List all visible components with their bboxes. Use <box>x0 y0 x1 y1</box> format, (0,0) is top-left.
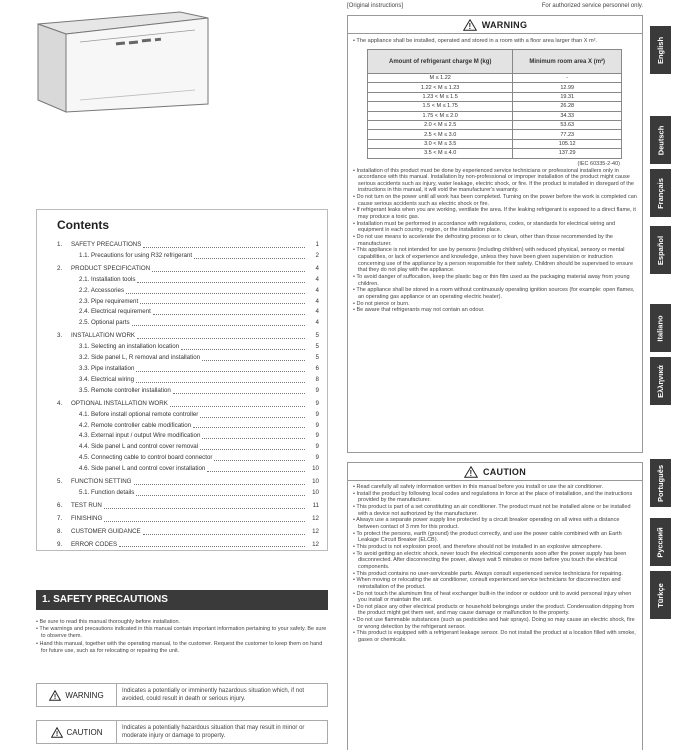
contents-box <box>36 209 328 551</box>
toc-entry <box>57 453 319 464</box>
table-cell: 2.0 < M ≤ 2.5 <box>368 120 513 129</box>
list-item: • Install the product by following local codes and regulations in force at the place of installation, and the instructions provided by the manufacturer. <box>353 491 637 504</box>
warning-intro: • The appliance shall be installed, operated and stored in a room with a floor area larger than X m². <box>353 38 598 44</box>
toc-number: 4. <box>57 399 63 407</box>
toc-entry <box>57 399 319 410</box>
toc-entry <box>57 331 319 342</box>
toc-title: ERROR CODES <box>71 540 118 548</box>
toc-title: 3.3. Pipe installation <box>79 364 135 372</box>
toc-leader <box>119 540 305 548</box>
toc-number <box>57 464 79 475</box>
toc-entry <box>57 297 319 308</box>
caution-signal-label <box>37 721 117 743</box>
toc-title: 3.4. Electrical wiring <box>79 375 135 383</box>
toc-title: SAFETY PRECAUTIONS <box>71 241 142 248</box>
toc-number: 2. <box>57 264 63 272</box>
toc-leader <box>136 375 305 383</box>
table-row <box>368 92 622 101</box>
toc-number: 8. <box>57 527 63 535</box>
toc-entry <box>57 464 319 475</box>
list-item: • Be aware that refrigerants may not contain an odour. <box>353 307 637 314</box>
warning-box-heading <box>348 16 642 34</box>
toc-page: 9 <box>315 454 319 462</box>
table-cell: 3.5 < M ≤ 4.0 <box>368 149 513 158</box>
warning-triangle-icon <box>463 19 477 31</box>
svg-text:!: ! <box>54 693 57 701</box>
table-cell: 53.63 <box>513 120 622 129</box>
toc-page: 5 <box>315 343 319 351</box>
toc-entry <box>57 540 319 551</box>
contents-title: Contents <box>57 218 109 232</box>
refrigerant-area-table <box>367 49 622 159</box>
warning-signal-label <box>37 684 117 706</box>
table-cell: 105.12 <box>513 139 622 148</box>
toc-number <box>57 342 79 353</box>
toc-number <box>57 364 79 375</box>
toc-leader <box>214 453 305 461</box>
language-tab-label: Português <box>656 464 665 502</box>
toc-leader <box>143 527 305 535</box>
list-item: • Do not touch the aluminum fins of heat exchanger built-in the indoor or outdoor unit to avoid personal injury when you install or maintain the unit. <box>353 591 637 604</box>
toc-page: 5 <box>315 332 319 340</box>
toc-number <box>57 421 79 432</box>
toc-leader <box>104 514 305 522</box>
toc-number <box>57 431 79 442</box>
toc-leader <box>193 421 305 429</box>
toc-leader <box>137 275 305 283</box>
toc-page: 6 <box>315 364 319 372</box>
warning-signal-text: Indicates a potentially or imminently hazardous situation which, if not avoided, could result in death or serious injury. <box>122 688 305 702</box>
toc-title: 4.5. Connecting cable to control board connector <box>79 454 213 462</box>
toc-leader <box>104 501 305 509</box>
toc-page: 12 <box>312 527 319 535</box>
toc-leader <box>194 251 305 259</box>
toc-page: 10 <box>312 488 319 496</box>
toc-page: 12 <box>312 540 319 548</box>
table-row <box>368 120 622 129</box>
toc-page: 9 <box>315 386 319 394</box>
toc-title: 3.5. Remote controller installation <box>79 386 171 394</box>
toc-entry <box>57 342 319 353</box>
toc-entry <box>57 307 319 318</box>
safety-intro-list <box>36 619 328 655</box>
list-item: • Do not turn on the power until all work has been completed. Turning on the power before the work is completed can cause serious accidents such as electric shock or fire. <box>353 194 637 207</box>
list-item: • This appliance is not intended for use by persons (including children) with reduced physical, sensory or mental capabilities, or lack of experience and knowledge, unless they have been given supervision or instruction concerning use of the appliance by a person responsible for their safety. Children should be supervised to ensure that they do not play with the appliance. <box>353 247 637 274</box>
toc-number <box>57 442 79 453</box>
toc-number <box>57 318 79 329</box>
toc-number: 9. <box>57 540 63 548</box>
toc-entry <box>57 240 319 251</box>
toc-leader <box>207 464 305 472</box>
toc-title: 3.1. Selecting an installation location <box>79 343 180 351</box>
table-cell: 2.5 < M ≤ 3.0 <box>368 130 513 139</box>
toc-title: CUSTOMER GUIDANCE <box>71 527 141 535</box>
toc-number <box>57 307 79 318</box>
toc-page: 9 <box>315 421 319 429</box>
list-item: • Do not pierce or burn. <box>353 301 637 308</box>
toc-page: 10 <box>312 478 319 486</box>
table-cell: 77.23 <box>513 130 622 139</box>
toc-title: 4.6. Side panel L and control cover installation <box>79 465 206 473</box>
list-item: • Be sure to read this manual thoroughly before installation. <box>36 619 328 626</box>
toc-number: 1. <box>57 241 63 248</box>
toc-page: 2 <box>315 251 319 259</box>
language-tab-label: English <box>656 36 665 64</box>
list-item: • This product contains no user-serviceable parts. Always consult experienced service technicians for repairing. <box>353 571 637 578</box>
toc-entry <box>57 410 319 421</box>
toc-number <box>57 297 79 308</box>
table-of-contents <box>37 240 327 550</box>
toc-leader <box>126 286 305 294</box>
toc-leader <box>136 364 305 372</box>
toc-number <box>57 251 79 262</box>
toc-title: 2.3. Pipe requirement <box>79 297 139 305</box>
toc-entry <box>57 375 319 386</box>
toc-entry <box>57 386 319 397</box>
table-cell: 1.75 < M ≤ 2.0 <box>368 111 513 120</box>
toc-title: 3.2. Side panel L, R removal and installation <box>79 354 201 362</box>
table-cell: 137.29 <box>513 149 622 158</box>
table-cell: 34.33 <box>513 111 622 120</box>
table-header: Amount of refrigerant charge M (kg) <box>368 50 513 74</box>
toc-page: 4 <box>315 308 319 316</box>
toc-number: 3. <box>57 332 63 340</box>
toc-entry <box>57 442 319 453</box>
table-row <box>368 130 622 139</box>
list-item: • Do not place any other electrical products or household belongings under the product. Condensation dripping from the product might get them wet, and may cause damage or malfunction to the property. <box>353 604 637 617</box>
toc-number <box>57 386 79 397</box>
list-item: • If refrigerant leaks when you are working, ventilate the area. If the leaking refrigerant is exposed to a direct flame, it may produce a toxic gas. <box>353 207 637 220</box>
table-cell: 3.0 < M ≤ 3.5 <box>368 139 513 148</box>
table-cell: 1.5 < M ≤ 1.75 <box>368 102 513 111</box>
toc-leader <box>181 342 305 350</box>
toc-number <box>57 275 79 286</box>
caution-box-heading <box>348 463 642 481</box>
toc-title: 2.5. Optional parts <box>79 319 130 327</box>
language-tab-label: Türkçe <box>656 582 666 608</box>
toc-number: 6. <box>57 501 63 509</box>
language-tab[interactable] <box>650 169 671 217</box>
toc-leader <box>202 431 305 439</box>
toc-title: TEST RUN <box>71 501 102 509</box>
list-item: • The appliance shall be stored in a room without continuously operating ignition sources (for example: open flames, an operating gas appliance or an operating electric heater). <box>353 287 637 300</box>
caution-title: CAUTION <box>482 466 527 477</box>
toc-leader <box>200 410 305 418</box>
toc-entry <box>57 286 319 297</box>
language-tab-label: Italiano <box>656 314 666 342</box>
toc-leader <box>132 318 305 326</box>
toc-leader <box>153 307 305 315</box>
table-row <box>368 74 622 83</box>
toc-title: 2.1. Installation tools <box>79 275 136 283</box>
toc-entry <box>57 488 319 499</box>
table-cell: 19.31 <box>513 92 622 101</box>
table-cell: 1.23 < M ≤ 1.5 <box>368 92 513 101</box>
language-tab[interactable] <box>650 459 671 507</box>
toc-title: OPTIONAL INSTALLATION WORK <box>71 399 168 407</box>
language-tab-label: Русский <box>656 526 665 558</box>
toc-title: FUNCTION SETTING <box>71 478 132 486</box>
toc-page: 9 <box>315 399 319 407</box>
caution-triangle-icon <box>51 727 63 738</box>
toc-title: 4.2. Remote controller cable modification <box>79 421 192 429</box>
toc-entry <box>57 275 319 286</box>
toc-page: 9 <box>315 432 319 440</box>
air-conditioner-illustration <box>30 4 215 114</box>
iec-note: (IEC 60335-2-40) <box>577 160 620 167</box>
section-heading: 1. SAFETY PRECAUTIONS <box>36 590 328 610</box>
list-item: • This product is not explosion proof, and therefore should not be installed in an explosive atmosphere. <box>353 544 637 551</box>
toc-entry <box>57 353 319 364</box>
toc-title: PRODUCT SPECIFICATION <box>71 264 151 272</box>
header-original-instructions: [Original instructions] <box>347 3 404 9</box>
toc-leader <box>137 331 305 339</box>
table-cell: 12.99 <box>513 83 622 92</box>
toc-title: 4.3. External input / output Wire modification <box>79 432 201 440</box>
table-row <box>368 139 622 148</box>
caution-signal-text: Indicates a potentially hazardous situation that may result in minor or moderate injury or damage to property. <box>122 725 305 739</box>
toc-title: 5.1. Function details <box>79 488 135 496</box>
language-tab[interactable] <box>650 116 671 164</box>
toc-title: 2.2. Accessories <box>79 286 125 294</box>
warning-triangle-icon <box>49 690 61 701</box>
list-item: • Do not use flammable substances (such as pesticides and hair sprays). Doing so may cause an electric shock, fire or wrong detection by the refrigerant sensor. <box>353 617 637 630</box>
toc-entry <box>57 318 319 329</box>
toc-number <box>57 453 79 464</box>
toc-leader <box>152 264 305 272</box>
language-tab[interactable] <box>650 226 671 274</box>
warning-title: WARNING <box>481 19 528 30</box>
language-tab-label: Español <box>656 235 665 265</box>
toc-page: 9 <box>315 443 319 451</box>
toc-page: 4 <box>315 275 319 283</box>
caution-box <box>347 462 643 750</box>
toc-title: INSTALLATION WORK <box>71 332 136 340</box>
list-item: • This product is equipped with a refrigerant leakage sensor. Do not install the product at a location filled with smoke, gases or chemicals. <box>353 630 637 643</box>
language-tab[interactable] <box>650 357 671 405</box>
toc-page: 8 <box>315 375 319 383</box>
toc-number: 5. <box>57 478 63 486</box>
caution-list <box>348 481 642 644</box>
toc-page: 12 <box>312 514 319 522</box>
toc-page: 1 <box>315 241 319 248</box>
warning-signal-row <box>36 683 328 707</box>
toc-leader <box>140 297 305 305</box>
toc-number <box>57 488 79 499</box>
toc-leader <box>173 386 305 394</box>
toc-entry <box>57 364 319 375</box>
toc-title: 4.1. Before install optional remote controller <box>79 410 199 418</box>
list-item: • Always use a separate power supply line protected by a circuit breaker operating on all wires with a distance between contact of 3 mm for this product. <box>353 517 637 530</box>
toc-page: 10 <box>312 465 319 473</box>
language-tab[interactable] <box>650 26 671 74</box>
warning-box <box>347 15 643 453</box>
table-row <box>368 102 622 111</box>
language-tab-label: Deutsch <box>656 125 665 155</box>
list-item: • To protect the persons, earth (ground) the product correctly, and use the power cable combined with an Earth Leakage Circuit Breaker (ELCB). <box>353 531 637 544</box>
svg-text:!: ! <box>469 468 473 478</box>
list-item: • This product is part of a set constituting an air conditioner. The product must not be installed alone or be installed with a device not authorized by the manufacturer. <box>353 504 637 517</box>
toc-entry <box>57 501 319 512</box>
table-row <box>368 111 622 120</box>
toc-entry <box>57 251 319 262</box>
list-item: • Installation of this product must be done by experienced service technicians or professional installers only in accordance with this manual. Installation by non-professional or improper installation of the product might cause serious accidents such as injury, water leakage, electric shock, or fire. If the product is installed in disregard of the instructions in this manual, it will void the manufacturer's warranty. <box>353 168 637 195</box>
table-row <box>368 83 622 92</box>
warning-intro-text: The appliance shall be installed, operated and stored in a room with a floor area larger than X m². <box>356 38 598 44</box>
list-item: • Do not use means to accelerate the defrosting process or to clean, other than those recommended by the manufacturer. <box>353 234 637 247</box>
toc-entry <box>57 421 319 432</box>
list-item: • The warnings and precautions indicated in this manual contain important information pertaining to your safety. Be sure to observe them. <box>36 626 328 640</box>
toc-title: 2.4. Electrical requirement <box>79 308 151 316</box>
signal-label-text: WARNING <box>65 690 104 700</box>
toc-number <box>57 410 79 421</box>
toc-entry <box>57 477 319 488</box>
toc-title: 4.4. Side panel L and control cover removal <box>79 443 199 451</box>
toc-leader <box>202 353 305 361</box>
list-item: • To avoid getting an electric shock, never touch the electrical components soon after the power supply has been disconnected. After disconnecting the power, always wait 5 minutes or more before you touch the electrical components. <box>353 551 637 571</box>
warning-list <box>348 167 642 314</box>
toc-page: 5 <box>315 354 319 362</box>
table-cell: M ≤ 1.22 <box>368 74 513 83</box>
toc-entry <box>57 527 319 538</box>
toc-page: 4 <box>315 319 319 327</box>
toc-number <box>57 375 79 386</box>
toc-leader <box>136 488 305 496</box>
toc-page: 9 <box>315 410 319 418</box>
language-tab-label: Français <box>656 177 666 209</box>
toc-leader <box>170 399 305 407</box>
caution-triangle-icon <box>464 466 478 478</box>
toc-entry <box>57 431 319 442</box>
toc-number <box>57 353 79 364</box>
list-item: • Read carefully all safety information written in this manual before you install or use the air conditioner. <box>353 484 637 491</box>
header-authorized-note: For authorized service personnel only. <box>541 3 643 9</box>
toc-leader <box>200 442 305 450</box>
toc-title: 1.1. Precautions for using R32 refrigerant <box>79 251 193 259</box>
toc-number: 7. <box>57 514 63 522</box>
language-tab[interactable] <box>650 304 671 352</box>
table-cell: 1.22 < M ≤ 1.23 <box>368 83 513 92</box>
toc-entry <box>57 264 319 275</box>
language-tab[interactable] <box>650 571 671 619</box>
toc-leader <box>143 240 305 248</box>
caution-signal-row <box>36 720 328 744</box>
toc-page: 11 <box>312 501 319 509</box>
toc-title: FINISHING <box>71 514 103 522</box>
toc-page: 4 <box>315 286 319 294</box>
toc-page: 4 <box>315 264 319 272</box>
table-cell: - <box>513 74 622 83</box>
toc-page: 4 <box>315 297 319 305</box>
table-cell: 26.28 <box>513 102 622 111</box>
table-header: Minimum room area X (m²) <box>513 50 622 74</box>
language-tab[interactable] <box>650 518 671 566</box>
list-item: • Hand this manual, together with the operating manual, to the customer. Request the customer to keep them on hand for future use, such as for relocating or repairing the unit. <box>36 641 328 655</box>
toc-leader <box>134 477 306 485</box>
svg-text:!: ! <box>468 21 472 31</box>
list-item: • When moving or relocating the air conditioner, consult experienced service technicians for disconnection and reinstallation of the product. <box>353 577 637 590</box>
list-item: • To avoid danger of suffocation, keep the plastic bag or thin film used as the packaging material away from young children. <box>353 274 637 287</box>
svg-text:!: ! <box>55 730 58 738</box>
toc-entry <box>57 514 319 525</box>
table-row <box>368 149 622 158</box>
toc-number <box>57 286 79 297</box>
signal-label-text: CAUTION <box>66 727 103 737</box>
list-item: • Installation must be performed in accordance with regulations, codes, or standards for electrical wiring and equipment in each country, region, or the installation place. <box>353 221 637 234</box>
language-tab-label: Ελληνικά <box>656 364 666 398</box>
